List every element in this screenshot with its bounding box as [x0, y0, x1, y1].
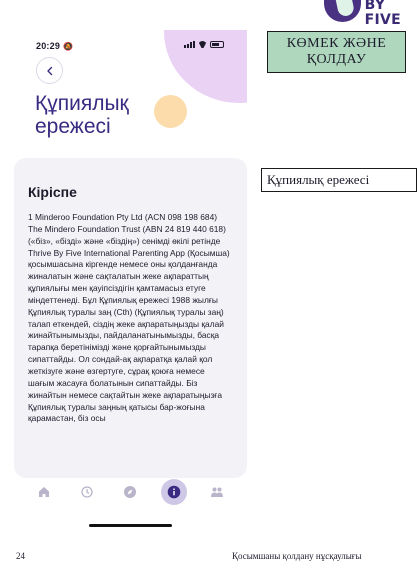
phone-screen	[14, 30, 247, 540]
compass-icon	[123, 485, 137, 499]
section-body-text: 1 Minderoo Foundation Pty Ltd (ACN 098 198 684) The Mindero Foundation Trust (ABN 24 819 440 618) («біз», «бізді» және «біздің») сенімді өкілі ретінде Thrive By Five International Parenting App (Қосымша) қосымшасына кіргенде немесе оны қолданғанда жиналатын және сақталатын жеке ақпараттың құпиялығы мен қауіпсіздігін қамтамасыз етуге міндеттенеді. Бұл Құпиялық ережесі 1988 жылғы Құпиялық туралы заң (Cth) (Құпиялық туралы заң) талап еткендей, сіздің жеке ақпаратыңызды қалай жинайтынымызды, пайдаланатынымызды, басқа тарапқа беретінімізді және қорғайтынымызды сипаттайды. Ол сондай-ақ ақпаратқа қалай қол жеткізуге және өзгертуге, сұрақ қоюға немесе шағым жасауға болатынын сипаттайды. Біз жинайтын немесе сақтайтын жеке ақпаратыңызға Құпиялық туралы заңның қатысы бар-жоғына қарамастан, біз осы	[28, 212, 230, 424]
chevron-left-icon	[45, 66, 55, 76]
history-icon	[80, 485, 94, 499]
nav-history[interactable]	[74, 479, 100, 505]
community-icon	[210, 485, 224, 499]
back-button[interactable]	[36, 57, 63, 84]
page-number: 24	[16, 551, 25, 561]
status-icons	[184, 41, 224, 48]
battery-icon	[210, 41, 224, 48]
status-bar	[36, 39, 236, 53]
nav-explore[interactable]	[117, 479, 143, 505]
bottom-nav	[14, 478, 247, 506]
battery-level	[212, 43, 219, 46]
screen-caption: Құпиялық ережесі	[261, 168, 417, 192]
help-label-line1: КӨМЕК ЖӘНЕ	[286, 36, 387, 51]
wifi-icon	[198, 41, 207, 48]
brand-badge	[324, 0, 419, 28]
bell-off-icon: 🔕	[63, 41, 73, 51]
brand-text: BY FIVE	[364, 0, 402, 28]
content-card[interactable]	[14, 158, 247, 478]
home-indicator	[89, 524, 172, 527]
nav-community[interactable]	[204, 479, 230, 505]
home-icon	[37, 485, 51, 499]
signal-icon	[184, 41, 195, 48]
help-support-label	[267, 31, 406, 73]
info-icon	[167, 485, 181, 499]
help-label-line2: ҚОЛДАУ	[306, 52, 367, 67]
status-time: 20:29	[36, 41, 61, 51]
page-title: Құпиялық ережесі	[35, 92, 129, 138]
nav-info[interactable]	[161, 479, 187, 505]
section-heading: Кіріспе	[28, 184, 77, 200]
nav-home[interactable]	[31, 479, 57, 505]
footer-caption: Қосымшаны қолдану нұсқаулығы	[232, 551, 362, 561]
thrive-leaf-logo-icon	[324, 0, 361, 22]
